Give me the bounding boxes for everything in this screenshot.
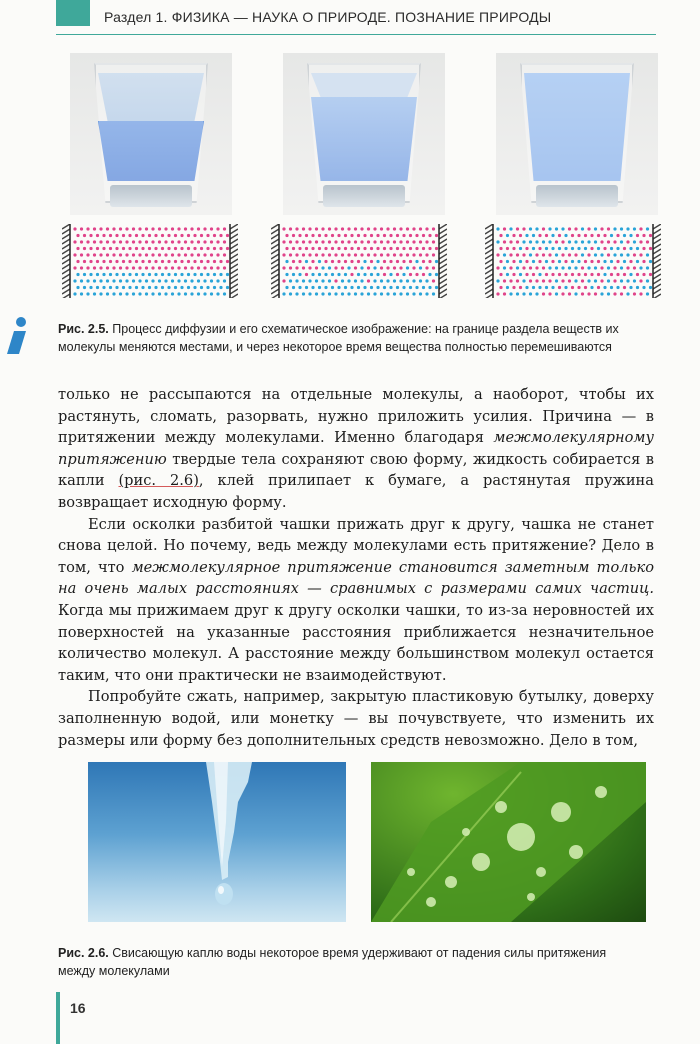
figure-label: Рис. 2.5. <box>58 322 109 336</box>
figure-reference-link[interactable]: (рис. 2.6) <box>118 472 199 490</box>
main-text <box>58 384 654 751</box>
paragraph-1: только не рассыпаются на отдельные молекулы, а наоборот, чтобы их растянуть, сломать, разорвать, нужно приложить усилия. Причина — в притяжении между молекулами. Именно благодаря межмолекулярному притяжению твердые тела сохраняют свою форму, жидкость собирается в капли (рис. 2.6), клей прилипает к бумаге, а растянутая пружина возвращает исходную форму. <box>58 386 654 511</box>
molecules <box>282 227 438 295</box>
molecules <box>73 227 229 295</box>
header-divider <box>56 34 656 35</box>
glass-photo-stage-2 <box>283 53 445 215</box>
container-wall <box>439 224 447 298</box>
container-wall <box>62 224 70 298</box>
container-wall <box>485 224 493 298</box>
paragraph-3: Попробуйте сжать, например, закрытую пластиковую бутылку, доверху заполненную водой, или монетку — вы почувствуете, что изменить их размеры или форму без дополнительных средств невозможно. Дело в том, <box>58 688 654 749</box>
caption-text: Свисающую каплю воды некоторое время удерживают от падения силы притяжения <box>112 946 607 960</box>
molecules <box>496 227 652 295</box>
figure-2-5-caption <box>58 320 678 356</box>
container-wall <box>230 224 238 298</box>
diffusion-diagram-stage-2 <box>271 224 447 298</box>
glass-photo-stage-3 <box>496 53 658 215</box>
page-number-bar <box>56 992 60 1044</box>
caption-text-line2: молекулы меняются местами, и через некоторое время вещества полностью перемешиваются <box>58 340 612 354</box>
figure-2-6-caption <box>58 944 678 980</box>
caption-text-line2: между молекулами <box>58 964 170 978</box>
section-title: Раздел 1. ФИЗИКА — НАУКА О ПРИРОДЕ. ПОЗНАНИЕ ПРИРОДЫ <box>104 9 552 25</box>
glass-photo-stage-1 <box>70 53 232 215</box>
icicle-drop-photo <box>88 762 346 922</box>
container-wall <box>653 224 661 298</box>
diffusion-diagram-stage-3 <box>485 224 661 298</box>
dew-drops-leaf-photo <box>371 762 646 922</box>
container-wall <box>271 224 279 298</box>
page-number: 16 <box>70 1000 86 1016</box>
diffusion-diagram-stage-1 <box>62 224 238 298</box>
caption-text: Процесс диффузии и его схематическое изображение: на границе раздела веществ их <box>112 322 619 336</box>
paragraph-2: Если осколки разбитой чашки прижать друг к другу, чашка не станет снова целой. Но почему, ведь между молекулами есть притяжение? Дело в том, что межмолекулярное притяжение становится заметным только на очень малых расстояниях — сравнимых с размерами самих частиц. Когда мы прижимаем друг к другу осколки чашки, то из-за неровностей их поверхностей на указанные расстояния приближается незначительное количество молекул. А расстояние между большинством молекул остается таким, что они практически не взаимодействуют. <box>58 515 654 684</box>
info-icon <box>4 316 30 356</box>
figure-label: Рис. 2.6. <box>58 946 109 960</box>
header-accent-block <box>56 0 90 26</box>
